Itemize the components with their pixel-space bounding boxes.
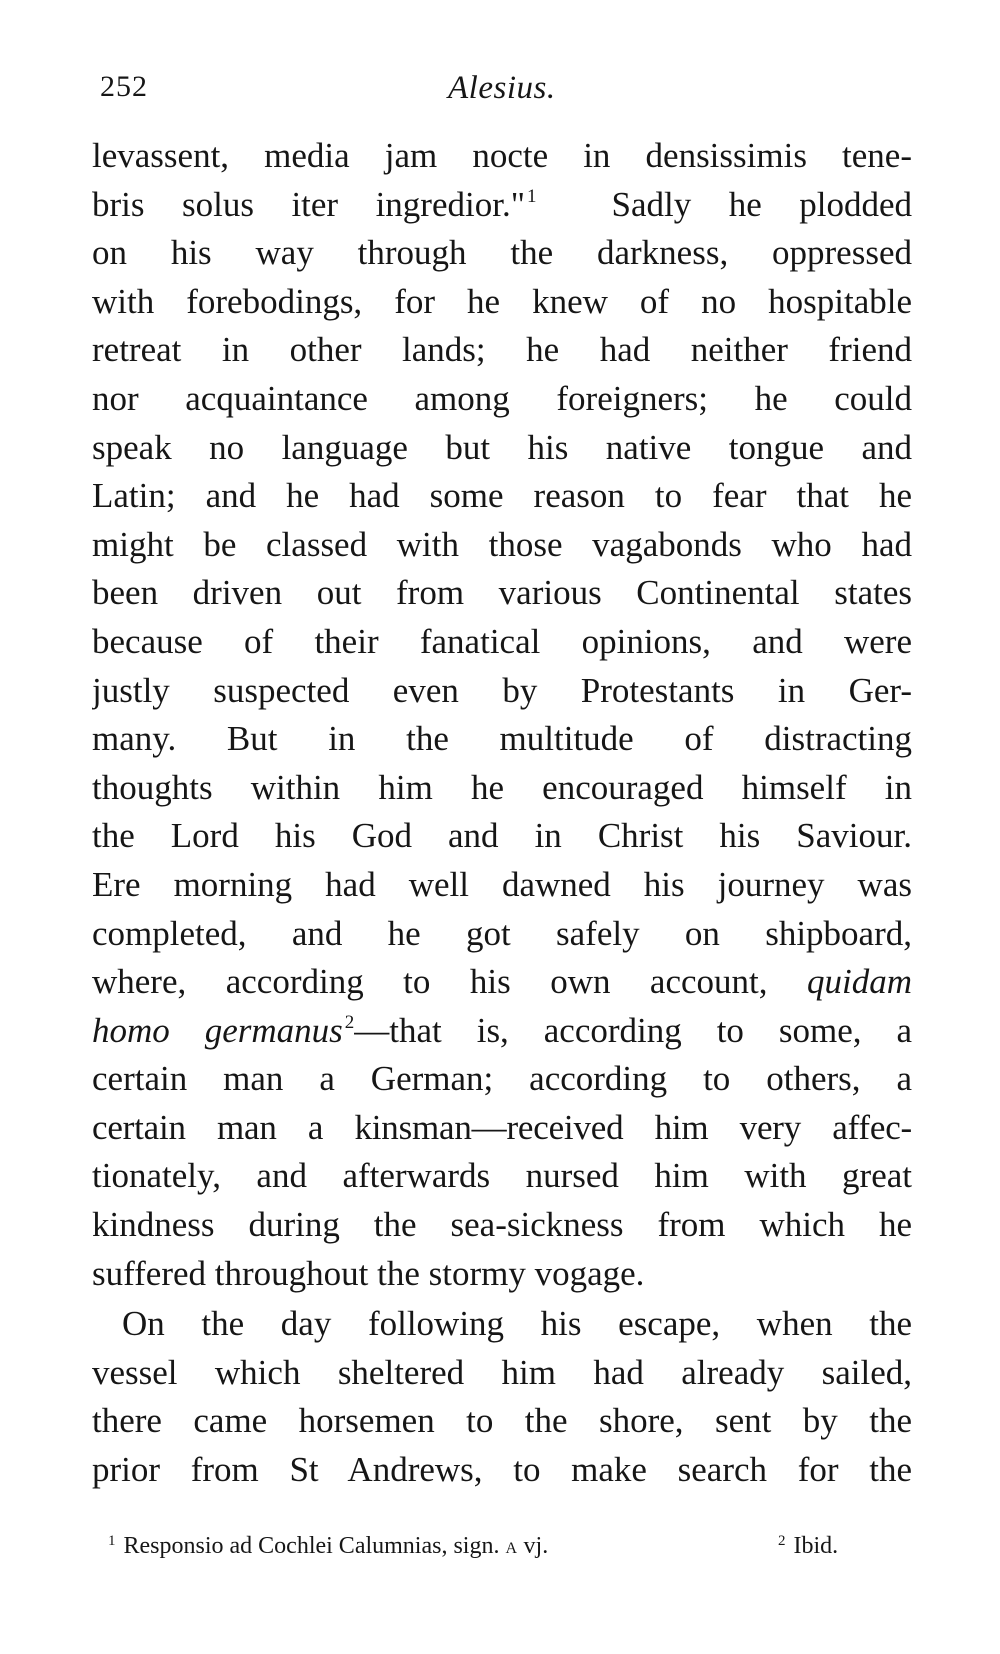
- footnote-ref: 1: [526, 185, 537, 207]
- footnote-mark: 1: [108, 1533, 116, 1549]
- footnotes: [108, 1533, 898, 1569]
- text-line: on his way through the darkness, oppressed: [92, 233, 912, 273]
- page-header: [100, 70, 900, 110]
- text-line: levassent, media jam nocte in densissimis tene-: [92, 136, 912, 175]
- latin-phrase: homo germanus: [92, 1010, 343, 1050]
- text-line: with forebodings, for he knew of no hospitable: [92, 281, 912, 321]
- text-line: many. But in the multitude of distracting: [92, 719, 912, 759]
- text-line: retreat in other lands; he had neither friend: [92, 330, 912, 370]
- text-line: suffered throughout the stormy vogage.: [92, 1253, 645, 1293]
- text-line: On the day following his escape, when the: [122, 1304, 912, 1344]
- footnote-text: Ibid.: [793, 1533, 839, 1559]
- footnote-ref: 2: [344, 1011, 355, 1033]
- text-line: [92, 181, 912, 230]
- text-segment: —that is, according to some, a: [354, 1010, 912, 1050]
- text-line: vessel which sheltered him had already sailed,: [92, 1352, 912, 1392]
- text-line: Ere morning had well dawned his journey was: [92, 864, 912, 904]
- text-line: kindness during the sea-sickness from which he: [92, 1205, 912, 1245]
- footnote-mark: 2: [778, 1533, 786, 1549]
- text-line: certain man a kinsman—received him very affec-: [92, 1107, 912, 1147]
- text-line: there came horsemen to the shore, sent by the: [92, 1401, 912, 1441]
- text-line: certain man a German; according to others, a: [92, 1059, 912, 1099]
- text-line: [92, 1007, 912, 1056]
- text-line: the Lord his God and in Christ his Saviour.: [92, 816, 912, 856]
- body-text: [92, 132, 912, 1495]
- text-line: justly suspected even by Protestants in Ger-: [92, 670, 912, 710]
- text-segment: where, according to his own account,: [92, 962, 768, 1002]
- latin-phrase: quidam: [807, 962, 912, 1002]
- text-line: completed, and he got safely on shipboard,: [92, 913, 912, 953]
- text-segment: bris solus iter ingredior.": [92, 184, 525, 224]
- footnote-sign-letter: A: [505, 1540, 518, 1557]
- footnote-sign-suffix: vj.: [523, 1533, 549, 1559]
- text-line: speak no language but his native tongue and: [92, 427, 912, 467]
- text-line: prior from St Andrews, to make search for the: [92, 1450, 912, 1490]
- text-line: because of their fanatical opinions, and were: [92, 621, 912, 661]
- footnote-text: Responsio ad Cochlei Calumnias, sign.: [123, 1533, 500, 1559]
- footnote-1: [108, 1533, 548, 1560]
- page-number: 252: [100, 70, 148, 103]
- text-line: might be classed with those vagabonds who had: [92, 524, 912, 564]
- running-head: Alesius.: [448, 70, 556, 106]
- text-line: nor acquaintance among foreigners; he could: [92, 378, 912, 418]
- text-line: been driven out from various Continental states: [92, 573, 912, 613]
- text-line: thoughts within him he encouraged himself in: [92, 767, 912, 807]
- text-line: tionately, and afterwards nursed him with great: [92, 1156, 912, 1196]
- footnote-2: [778, 1533, 838, 1560]
- text-segment: Sadly he plodded: [611, 184, 912, 224]
- text-line: Latin; and he had some reason to fear that he: [92, 476, 912, 516]
- text-line: [92, 958, 912, 1007]
